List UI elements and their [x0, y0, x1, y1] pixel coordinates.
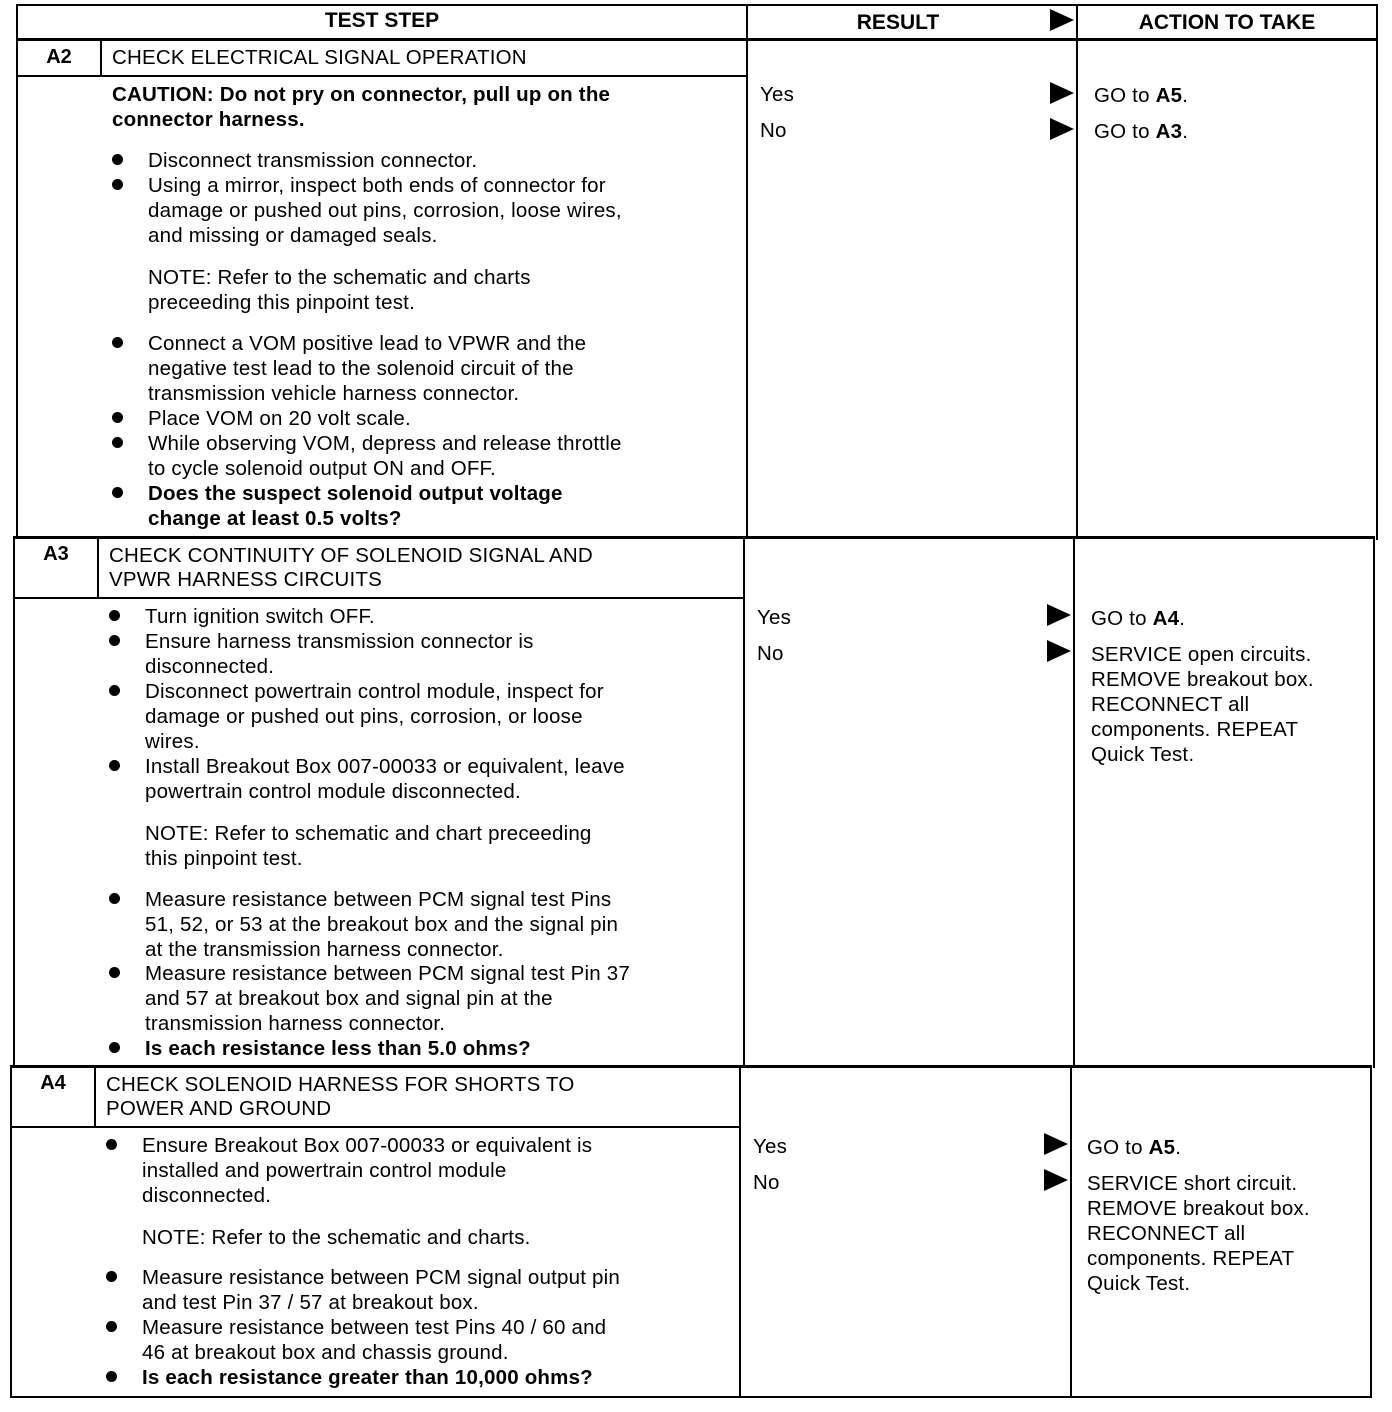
- bullet-icon: [106, 1139, 117, 1150]
- header-result: RESULT: [856, 11, 940, 34]
- result-no: No: [757, 642, 784, 665]
- step-title: CHECK ELECTRICAL SIGNAL OPERATION: [112, 46, 527, 69]
- arrow-right-icon: [1044, 1133, 1068, 1155]
- arrow-right-icon: [1050, 118, 1074, 140]
- action-no: GO to A3.: [1094, 120, 1189, 143]
- result-no: No: [753, 1171, 780, 1194]
- arrow-right-icon: [1047, 604, 1071, 626]
- step-code: A2: [46, 46, 72, 68]
- bullet-icon: [109, 610, 120, 621]
- arrow-right-icon: [1044, 1169, 1068, 1191]
- bullet-icon: [106, 1371, 117, 1382]
- bullet-icon: [109, 967, 120, 978]
- bullet-icon: [112, 337, 123, 348]
- bullet-icon: [112, 412, 123, 423]
- step-code: A3: [43, 543, 69, 565]
- result-yes: Yes: [757, 606, 792, 629]
- result-yes: Yes: [760, 83, 795, 106]
- step-code: A4: [40, 1072, 66, 1094]
- note-text: NOTE: Refer to the schematic and charts.: [142, 1226, 531, 1249]
- list-item: Turn ignition switch OFF.: [145, 605, 375, 628]
- bullet-icon: [106, 1321, 117, 1332]
- question-text: Is each resistance less than 5.0 ohms?: [145, 1037, 531, 1060]
- result-yes: Yes: [753, 1135, 788, 1158]
- list-item: Place VOM on 20 volt scale.: [148, 407, 411, 430]
- result-no: No: [760, 119, 787, 142]
- bullet-icon: [109, 635, 120, 646]
- arrow-right-icon: [1047, 640, 1071, 662]
- action-yes: GO to A5.: [1087, 1136, 1182, 1159]
- list-item: Disconnect transmission connector.: [148, 149, 478, 172]
- header-arrow-icon: [1050, 9, 1074, 31]
- bullet-icon: [109, 760, 120, 771]
- header-test-step: TEST STEP: [324, 9, 440, 32]
- bullet-icon: [112, 154, 123, 165]
- question-text: Is each resistance greater than 10,000 ohms?: [142, 1366, 593, 1389]
- bullet-icon: [109, 1042, 120, 1053]
- bullet-icon: [112, 487, 123, 498]
- bullet-icon: [109, 685, 120, 696]
- bullet-icon: [106, 1271, 117, 1282]
- bullet-icon: [109, 893, 120, 904]
- bullet-icon: [112, 437, 123, 448]
- arrow-right-icon: [1050, 82, 1074, 104]
- action-yes: GO to A5.: [1094, 84, 1189, 107]
- header-action: ACTION TO TAKE: [1138, 11, 1316, 34]
- bullet-icon: [112, 179, 123, 190]
- action-yes: GO to A4.: [1091, 607, 1186, 630]
